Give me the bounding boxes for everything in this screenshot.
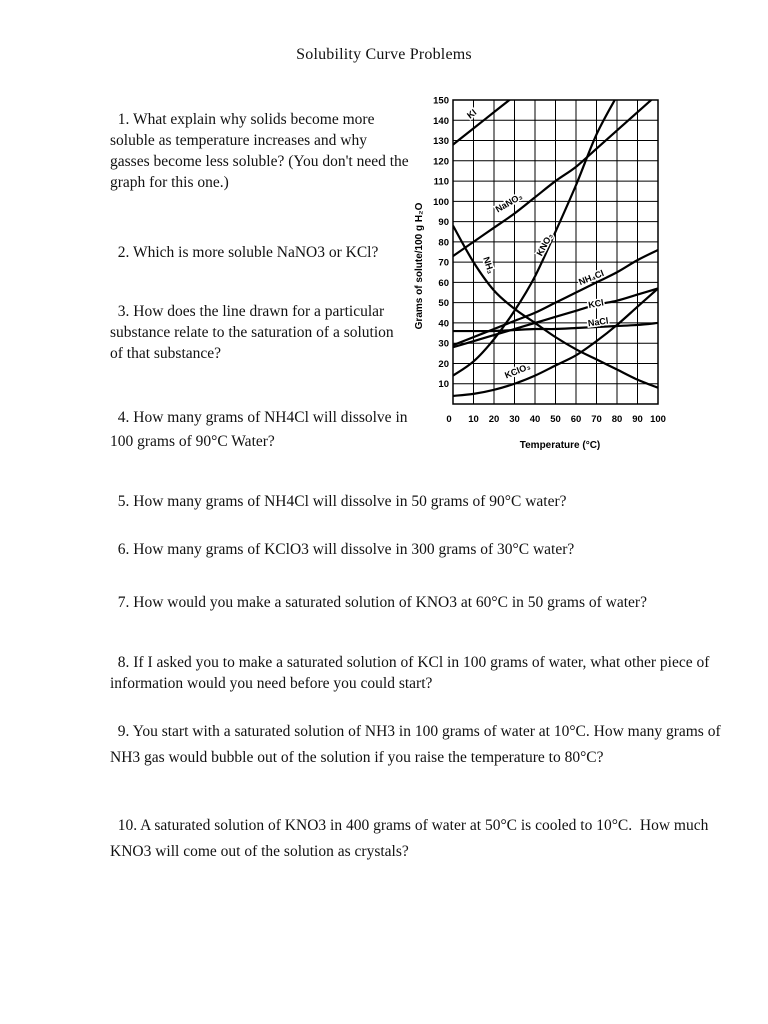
x-tick-label: 50	[550, 414, 561, 425]
y-axis-label: Grams of solute/100 g H₂O	[414, 202, 425, 330]
question-number: 10.	[117, 817, 138, 834]
y-tick-label: 90	[438, 217, 449, 229]
y-tick-label: 110	[433, 176, 449, 188]
y-tick-label: 80	[438, 237, 449, 249]
series-label: KCl	[587, 297, 605, 311]
y-tick-label: 120	[433, 156, 449, 168]
x-tick-label: 20	[488, 414, 500, 425]
question-9	[90, 693, 730, 771]
x-tick-label: 0	[446, 414, 452, 425]
series-label: NH₃	[481, 255, 497, 275]
x-tick-label: 60	[570, 414, 582, 425]
question-text: How many grams of NH4Cl will dissolve in 50 grams of 90°C water?	[133, 493, 567, 510]
series-label: KClO₃	[503, 361, 532, 381]
question-number: 8.	[117, 654, 130, 671]
question-1	[90, 88, 413, 193]
question-text: How does the line drawn for a particular substance relate to the saturation of a solution of that substance?	[110, 303, 398, 362]
question-number: 2.	[117, 244, 130, 261]
y-tick-label: 60	[438, 277, 449, 289]
question-7	[90, 564, 730, 616]
y-tick-label: 40	[438, 318, 449, 330]
x-tick-label: 30	[509, 414, 520, 425]
question-text: How would you make a saturated solution of KNO3 at 60°C in 50 grams of water?	[133, 594, 647, 611]
question-text: Which is more soluble NaNO3 or KCl?	[132, 244, 379, 261]
question-3	[90, 280, 410, 364]
y-tick-label: 130	[433, 136, 449, 148]
chart-grid	[453, 100, 658, 404]
question-text: How many grams of KClO3 will dissolve in 300 grams of 30°C water?	[133, 541, 575, 558]
x-tick-label: 90	[632, 414, 643, 425]
question-text: What explain why solids become more soluble as temperature increases and why gasses become less soluble? (You don't need the graph for this one.)	[110, 111, 413, 191]
y-tick-label: 10	[438, 379, 449, 391]
x-tick-label: 100	[650, 414, 666, 425]
question-text: You start with a saturated solution of NH3 in 100 grams of water at 10°C. How many grams of NH3 gas would bubble out of the solution if you raise the temperature to 80°C?	[110, 723, 725, 766]
question-10	[90, 787, 730, 865]
y-tick-label: 150	[433, 95, 449, 107]
y-tick-label: 20	[438, 358, 449, 370]
series-label: KNO₃	[534, 231, 555, 258]
question-number: 9.	[117, 723, 130, 740]
question-number: 7.	[117, 594, 130, 611]
y-tick-label: 70	[438, 257, 449, 269]
page-title: Solubility Curve Problems	[296, 46, 472, 63]
x-axis-label: Temperature (°C)	[519, 440, 601, 451]
x-tick-label: 10	[468, 414, 479, 425]
solubility-curve-chart	[408, 90, 678, 458]
x-tick-label: 40	[529, 414, 541, 425]
y-tick-label: 50	[438, 298, 449, 310]
question-5	[90, 470, 730, 512]
x-tick-label: 70	[591, 414, 602, 425]
series-label: NaNO₃	[493, 191, 525, 215]
question-2	[90, 212, 410, 266]
question-text: A saturated solution of KNO3 in 400 grams of water at 50°C is cooled to 10°C. How much KNO3 will come out of the solution as crystals?	[110, 817, 713, 860]
question-8	[90, 631, 730, 694]
question-number: 3.	[117, 303, 130, 320]
question-text: If I asked you to make a saturated solution of KCl in 100 grams of water, what other piece of information would you need before you could start?	[110, 654, 714, 692]
question-number: 5.	[117, 493, 130, 510]
question-6	[90, 518, 730, 560]
x-tick-label: 80	[611, 414, 623, 425]
chart-series-labels	[465, 107, 609, 380]
y-tick-label: 100	[433, 196, 449, 208]
series-label: NaCl	[587, 315, 609, 329]
series-label: KI	[465, 107, 479, 121]
y-tick-label: 30	[438, 338, 449, 350]
question-number: 1.	[117, 111, 130, 128]
y-tick-label: 140	[433, 115, 449, 127]
question-text: How many grams of NH4Cl will dissolve in 100 grams of 90°C Water?	[110, 409, 412, 450]
question-number: 4.	[117, 409, 130, 426]
question-4	[90, 382, 410, 454]
question-number: 6.	[117, 541, 130, 558]
series-label: NH₄Cl	[577, 268, 606, 288]
